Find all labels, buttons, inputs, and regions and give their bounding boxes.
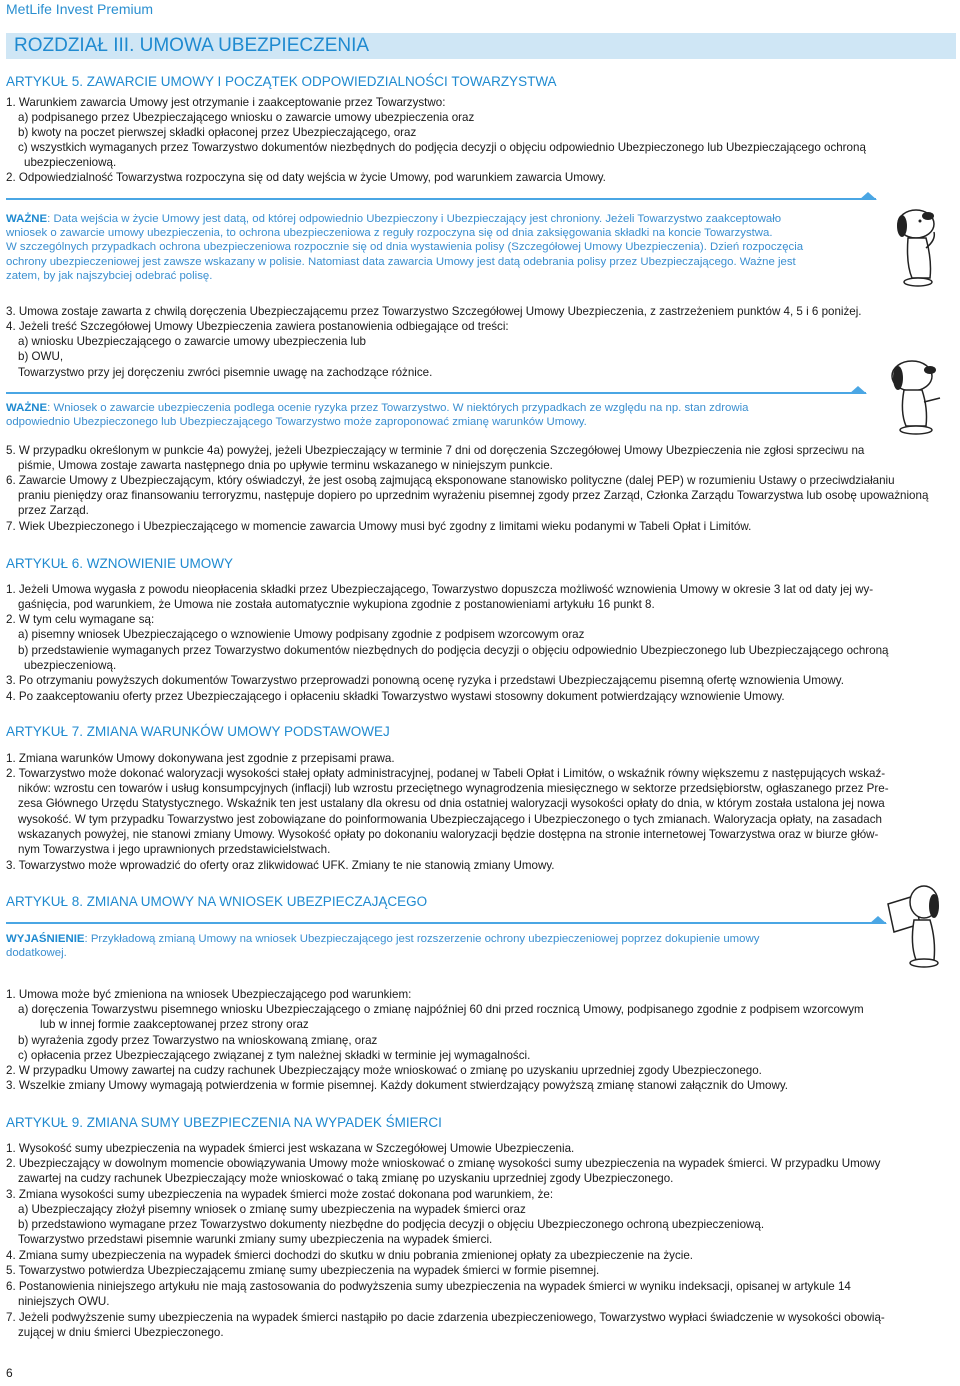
art6-line: 3. Po otrzymaniu powyższych dokumentów Towarzystwo przeprowadzi ponowną ocenę ryzyka i przedstawi Ubezpieczającemu pisemną ofertę wznowienia Umowy. [6, 674, 844, 687]
article-6-heading: ARTYKUŁ 6. WZNOWIENIE UMOWY [6, 556, 234, 571]
page-number: 6 [6, 1366, 13, 1380]
art5-line: 6. Zawarcie Umowy z Ubezpieczającym, który oświadczył, że jest osobą zajmującą eksponowane stanowisko polityczne (dalej PEP) w rozumieniu Ustawy o przeciwdziałaniu [6, 474, 895, 487]
art5-line: 3. Umowa zostaje zawarta z chwilą doręczenia Ubezpieczającemu przez Towarzystwo Szczegółowej Umowy Ubezpieczenia, z zastrzeżeniem punktów 4, 5 i 6 poniżej. [6, 305, 862, 318]
art9-line: b) przedstawiono wymagane przez Towarzystwo dokumenty niezbędne do podjęcia decyzji o objęciu Ubezpieczonego ochroną ubezpieczeniową. [18, 1218, 765, 1231]
art5-line: 7. Wiek Ubezpieczonego i Ubezpieczającego w momencie zawarcia Umowy musi być zgodny z limitami wieku podanymi w Tabeli Opłat i Limitów. [6, 520, 752, 533]
art9-line: 6. Postanowienia niniejszego artykułu nie mają zastosowania do podwyższenia sumy ubezpieczenia na wypadek śmierci w wyniku indeksacji, opisanej w artykule 14 [6, 1280, 851, 1293]
art9-line: 2. Ubezpieczający w dowolnym momencie obowiązywania Umowy może wnioskować o zmianę wysokości sumy ubezpieczenia na wypadek śmierci. W przypadku Umowy [6, 1157, 881, 1170]
art9-line: a) Ubezpieczający złożył pisemny wniosek o zmianę sumy ubezpieczenia na wypadek śmierci oraz [18, 1203, 526, 1216]
art8-line: b) wyrażenia zgody przez Towarzystwo na wnioskowaną zmianę, oraz [18, 1034, 378, 1047]
art8-line: 1. Umowa może być zmieniona na wniosek Ubezpieczającego pod warunkiem: [6, 988, 412, 1001]
art7-line: nym Towarzystwa i jego uprawnionych przedstawicielstwach. [18, 843, 331, 856]
art7-line: 1. Zmiana warunków Umowy dokonywana jest zgodnie z przepisami prawa. [6, 752, 395, 765]
art8-line: 2. W przypadku Umowy zawartej na cudzy rachunek Ubezpieczający może wnioskować o zmianę po uzyskaniu uprzedniej zgody Ubezpieczonego. [6, 1064, 762, 1077]
art6-line: 2. W tym celu wymagane są: [6, 613, 155, 626]
art7-line: 3. Towarzystwo może wprowadzić do oferty oraz zlikwidować UFK. Zmiany te nie stanowią zmiany Umowy. [6, 859, 555, 872]
art9-line: zawartej na cudzy rachunek Ubezpieczający może wnioskować o taką zmianę po uzyskaniu uprzedniej zgody Ubezpieczonego. [18, 1172, 674, 1185]
article-5-heading: ARTYKUŁ 5. ZAWARCIE UMOWY I POCZĄTEK ODPOWIEDZIALNOŚCI TOWARZYSTWA [6, 74, 557, 89]
note-label: WAŻNE [6, 402, 48, 414]
brand-title: MetLife Invest Premium [6, 1, 154, 17]
article-8-heading: ARTYKUŁ 8. ZMIANA UMOWY NA WNIOSEK UBEZPIECZAJĄCEGO [6, 894, 428, 909]
important-note-1: WAŻNE: Data wejścia w życie Umowy jest datą, od której odpowiednio Ubezpieczony i Ubezpieczający jest chroniony. Jeżeli Towarzystwo zaakceptowało wniosek o zawarcie umowy ubezpieczenia, to ochrona ubezpieczeniowa z reguły rozpoczyna się od dnia zaksięgowania składki na koncie Towarzystwa. W szczególnych przypadkach ochrona ubezpieczeniowa rozpocznie się od dnia wystawienia polisy (Szczegółowej Umowy Ubezpieczenia). Dzień rozpoczęcia ochrony ubezpieczeniowej jest zawsze wskazany w polisie. Natomiast data zawarcia Umowy jest datą odebrania polisy przez Ubezpieczającego. Ważne jest zatem, by jak najszybciej odebrać polisę. [6, 213, 804, 282]
explanation-note: WYJAŚNIENIE: Przykładową zmianą Umowy na wniosek Ubezpieczającego jest rozszerzenie ochrony ubezpieczeniowej poprzez dokupienie umowy dodatkowej. [6, 933, 760, 960]
art9-line: 4. Zmiana sumy ubezpieczenia na wypadek śmierci dochodzi do skutku w dniu pobrania zmienionej opłaty za ubezpieczenie na życie. [6, 1249, 693, 1262]
art5-line: Towarzystwo przy jej doręczeniu zwróci pisemnie uwagę na zachodzące różnice. [18, 366, 433, 379]
art7-line: wysokość. W tym przypadku Towarzystwo jest zobowiązane do poinformowania Ubezpieczającego i Ubezpieczonego o tych zmianach. Waloryzacja opłaty, na zasadach [18, 813, 882, 826]
art6-line: ubezpieczeniową. [24, 659, 117, 672]
art6-line: b) przedstawienie wymaganych przez Towarzystwo dokumentów niezbędnych do podjęcia decyzji o objęciu odpowiednio Ubezpieczonego lub Ubezpieczającego ochroną [18, 644, 889, 657]
art5-line: a) wniosku Ubezpieczającego o zawarcie umowy ubezpieczenia lub [18, 335, 366, 348]
art5-line: praniu pieniędzy oraz finansowaniu terroryzmu, następuje dopiero po uprzednim wyrażeniu pisemnej zgody przez Zarząd, Członka Zarządu Towarzystwa lub osobę upoważnioną [18, 489, 929, 502]
art9-line: 3. Zmiana wysokości sumy ubezpieczenia na wypadek śmierci może zostać dokonana pod warunkiem, że: [6, 1188, 554, 1201]
art9-line: 5. Towarzystwo potwierdza Ubezpieczającemu zmianę sumy ubezpieczenia na wypadek śmierci w formie pisemnej. [6, 1264, 600, 1277]
art5-line: przez Zarząd. [18, 504, 89, 517]
art6-line: 4. Po zaakceptowaniu oferty przez Ubezpieczającego i opłaceniu składki Towarzystwo wystawi stosowny dokument potwierdzający wznowienie Umowy. [6, 690, 785, 703]
article-7-heading: ARTYKUŁ 7. ZMIANA WARUNKÓW UMOWY PODSTAWOWEJ [6, 724, 390, 739]
art8-line: c) opłacenia przez Ubezpieczającego związanej z tym należnej składki w terminie jej wymagalności. [18, 1049, 531, 1062]
note-separator [6, 392, 866, 394]
article-9-heading: ARTYKUŁ 9. ZMIANA SUMY UBEZPIECZENIA NA WYPADEK ŚMIERCI [6, 1115, 442, 1130]
art9-line: 7. Jeżeli podwyższenie sumy ubezpieczenia na wypadek śmierci nastąpiło po dacie zdarzenia ubezpieczeniowego, Towarzystwo wypłaci świadczenie w wysokości obowią- [6, 1311, 885, 1324]
note-label: WYJAŚNIENIE [6, 933, 85, 945]
art8-line: a) doręczenia Towarzystwu pisemnego wniosku Ubezpieczającego o zmianę najpóźniej 60 dni przed rocznicą Umowy, podpisanego zgodnie z podpisem wzorcowym [18, 1003, 864, 1016]
snoopy-writing-illustration [880, 352, 950, 436]
art8-line: lub w innej formie zaakceptowanej przez strony oraz [40, 1018, 309, 1031]
art5-line: 4. Jeżeli treść Szczegółowej Umowy Ubezpieczenia zawiera postanowienia odbiegające od treści: [6, 320, 509, 333]
important-note-2: WAŻNE: Wniosek o zawarcie ubezpieczenia podlega ocenie ryzyka przez Towarzystwo. W niektórych przypadkach ze względu na np. stan zdrowia odpowiednio Ubezpieczonego lub Ubezpieczającego Towarzystwo może zaproponować zmianę warunków Umowy. [6, 402, 749, 429]
art7-line: zesa Głównego Urzędu Statystycznego. Wskaźnik ten jest ustalany dla okresu od dnia ostatniej waloryzacji wysokości opłaty do dnia, w którym została ustalona jej nowa [18, 797, 885, 810]
art5-line: a) podpisanego przez Ubezpieczającego wniosku o zawarcie umowy ubezpieczenia oraz [18, 111, 475, 124]
art9-line: Towarzystwo przedstawi pisemnie warunki zmiany sumy ubezpieczenia na wypadek śmierci. [18, 1233, 493, 1246]
art8-line: 3. Wszelkie zmiany Umowy wymagają potwierdzenia w formie pisemnej. Każdy dokument stwierdzający powyższą zmianę stanowi załącznik do Umowy. [6, 1079, 789, 1092]
art7-line: ników: wzrostu cen towarów i usług konsumpcyjnych (inflacji) lub wzrostu przeciętnego wynagrodzenia miesięcznego w sektorze przedsiębiorstw, ogłaszanego przez Pre- [18, 782, 889, 795]
chapter-heading: ROZDZIAŁ III. UMOWA UBEZPIECZENIA [6, 33, 956, 59]
note-separator [6, 922, 886, 924]
snoopy-thinking-illustration [886, 204, 948, 288]
note-label: WAŻNE [6, 213, 48, 225]
art7-line: 2. Towarzystwo może dokonać waloryzacji wysokości stałej opłaty administracyjnej, podanej w Tabeli Opłat i Limitów, o wskaźnik równy większemu z następujących wskaź- [6, 767, 886, 780]
art5-line: c) wszystkich wymaganych przez Towarzystwo dokumentów niezbędnych do podjęcia decyzji o objęciu odpowiednio Ubezpieczonego lub Ubezpieczającego ochroną [18, 141, 866, 154]
art5-line: ubezpieczeniową. [24, 156, 117, 169]
art9-line: zującej w dniu śmierci Ubezpieczonego. [18, 1326, 224, 1339]
art5-line: 1. Warunkiem zawarcia Umowy jest otrzymanie i zaakceptowanie przez Towarzystwo: [6, 96, 446, 109]
art6-line: gaśnięcia, pod warunkiem, że Umowa nie została automatycznie wykupiona zgodnie z postanowieniami artykułu 16 punkt 8. [18, 598, 655, 611]
art5-line: piśmie, Umowa zostaje zawarta następnego dnia po upływie terminu wskazanego w niniejszym punkcie. [18, 459, 553, 472]
art5-line: 2. Odpowiedzialność Towarzystwa rozpoczyna się od daty wejścia w życie Umowy, pod warunkiem zawarcia Umowy. [6, 171, 606, 184]
art5-line: b) OWU, [18, 350, 64, 363]
art7-line: wskazanych powyżej, nie stanowi zmiany Umowy. Wysokość opłaty po dokonaniu waloryzacji będzie dostępna na stronie internetowej Towarzystwa oraz w biurze głów- [18, 828, 879, 841]
art6-line: a) pisemny wniosek Ubezpieczającego o wznowienie Umowy podpisany zgodnie z podpisem wzorcowym oraz [18, 628, 585, 641]
art5-line: 5. W przypadku określonym w punkcie 4a) powyżej, jeżeli Ubezpieczający w terminie 7 dni od doręczenia Szczegółowej Umowy Ubezpieczenia nie zgłosi sprzeciwu na [6, 444, 865, 457]
art5-line: b) kwoty na poczet pierwszej składki opłaconej przez Ubezpieczającego, oraz [18, 126, 417, 139]
art9-line: niniejszych OWU. [18, 1295, 110, 1308]
art6-line: 1. Jeżeli Umowa wygasła z powodu nieopłacenia składki przez Ubezpieczającego, Towarzystwo dopuszcza możliwość wznowienia Umowy w okresie 3 lat od daty jej wy- [6, 583, 874, 596]
note-separator [6, 198, 876, 200]
art9-line: 1. Wysokość sumy ubezpieczenia na wypadek śmierci jest wskazana w Szczegółowej Umowie Ubezpieczenia. [6, 1142, 575, 1155]
snoopy-reading-illustration [884, 876, 950, 968]
